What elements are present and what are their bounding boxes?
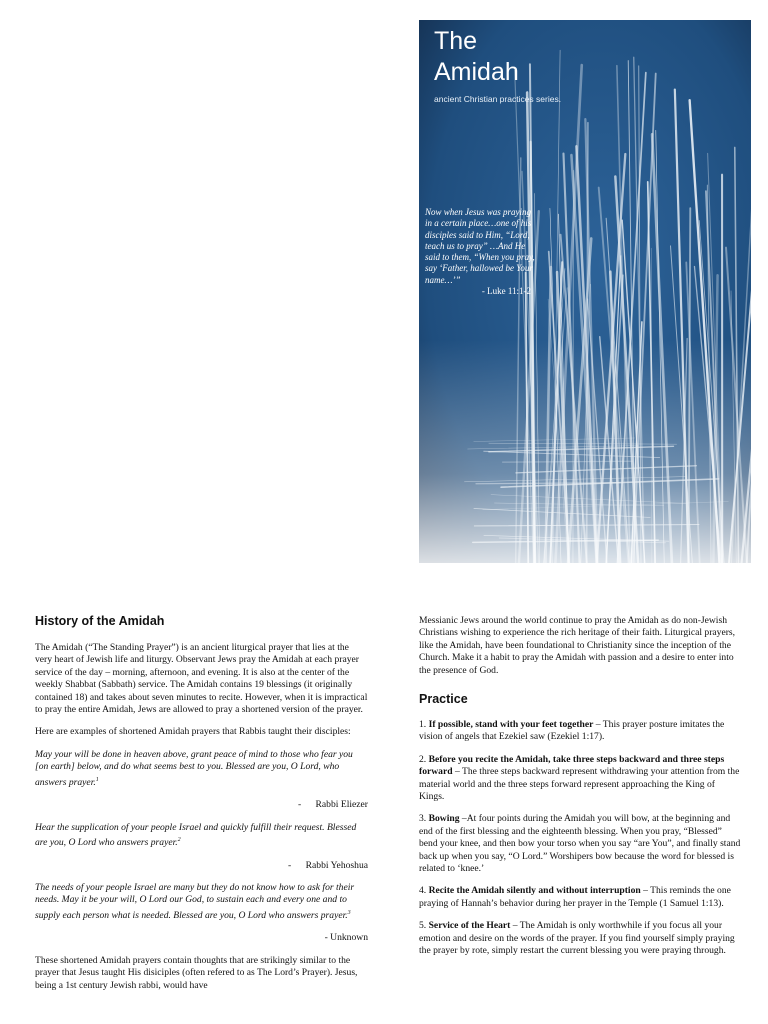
cover-quote-citation: - Luke 11:1-2 — [481, 286, 531, 297]
history-heading: History of the Amidah — [35, 614, 165, 628]
step-number: 1. — [419, 719, 429, 730]
cover-title — [434, 26, 519, 88]
practice-step — [419, 885, 741, 910]
step-text: – The Amidah is only worthwhile if you focus all your emotion and desire on the words of the prayer. If you find yourself simply praying the prayer by rote, simply restart the current blessing you were praying through. — [419, 920, 735, 957]
rabbi-quote — [35, 749, 368, 789]
practice-step — [419, 920, 741, 957]
practice-steps — [419, 719, 741, 968]
step-text: –At four points during the Amidah you will bow, at the beginning and end of the first blessing and the eighteenth blessing. When you pray, “Blessed” bend your knee, and then bow your torso when you say “are You”, and finally stand back up when you say, “O Lord.” Worshipers bow because the word for blessed is related to ‘knee.’ — [419, 813, 741, 875]
cover-image — [419, 20, 751, 563]
rabbi-quote-author: - Unknown — [324, 932, 368, 944]
step-number: 3. — [419, 813, 429, 825]
right-column — [419, 615, 739, 687]
step-text: – The three steps backward represent withdrawing your attention from the material world and the three steps forward represent approaching the King of Kings. — [419, 766, 740, 803]
rabbi-quote — [35, 822, 368, 850]
step-text: – This prayer posture imitates the vision of angels that Ezekiel saw (Ezekiel 1:17). — [419, 719, 725, 743]
cover-quote — [425, 207, 537, 297]
history-paragraph-2: Here are examples of shortened Amidah prayers that Rabbis taught their disciples: — [35, 726, 351, 738]
step-title: Service of the Heart — [428, 920, 511, 932]
history-paragraph-1: The Amidah (“The Standing Prayer”) is an ancient liturgical prayer that lies at the very heart of Jewish life and liturgy. Observant Jews pray the Amidah at each prayer service of the day – morning, afternoon, and evening. It is also at the center of the weekly Shabbat (Sabbath) service. The Amidah contains 19 blessings (it originally contained 18) and takes about seven minutes to recite. However, when it is impractical to pray the entire Amidah, Jews are allowed to pray a shortened version of the prayer. — [35, 642, 368, 716]
footnote-marker: 3 — [347, 909, 351, 916]
rabbi-quote-author: - Rabbi Eliezer — [297, 799, 368, 811]
rabbi-quote-author: - Rabbi Yehoshua — [288, 859, 368, 871]
practice-step — [419, 754, 741, 804]
cover-title-line2: Amidah — [434, 58, 519, 86]
practice-step — [419, 813, 741, 875]
step-title: If possible, stand with your feet together — [428, 719, 594, 730]
step-title: Bowing — [428, 813, 460, 825]
practice-step — [419, 719, 741, 744]
practice-heading: Practice — [419, 692, 468, 706]
messianic-paragraph: Messianic Jews around the world continue to pray the Amidah as do non-Jewish Christians wishing to experience the rich heritage of their faith. Liturgical prayers, like the Amidah, have been foundational to Christianity since the inception of the Church. Make it a habit to pray the Amidah with passion and a desire to enter into the presence of God. — [419, 615, 736, 676]
cover-title-line1: The — [434, 27, 478, 55]
step-number: 2. — [419, 753, 429, 765]
footnote-marker: 1 — [95, 776, 99, 783]
cover-series-label: ancient Christian practices series. — [434, 94, 562, 104]
history-paragraph-3: These shortened Amidah prayers contain thoughts that are strikingly similar to the prayer that Jesus taught His disiciples (often refered to as The Lord’s Prayer). Jesus, being a 1st century Jewish rabbi, would have — [35, 954, 358, 991]
step-title: Before you recite the Amidah, take three steps backward and three steps forward — [419, 753, 725, 778]
step-text: – This reminds the one praying of Hannah’s behavior during her prayer in the Temple (1 Samuel 1:13). — [419, 885, 731, 909]
rabbi-quote — [35, 882, 368, 922]
rabbi-quote-text: May your will be done in heaven above, grant peace of mind to those who fear you [on earth] below, and do what seems best to you. Blessed are you, O Lord, who answers prayer. — [35, 748, 353, 788]
footnote-marker: 2 — [177, 837, 181, 844]
cover-quote-text: Now when Jesus was praying in a certain place…one of his disciples said to Him, “Lord, teach us to pray” …And He said to them, “When you pray, say ‘Father, hallowed be Your name…’” — [425, 207, 535, 285]
step-number: 5. — [419, 920, 429, 932]
history-column — [35, 642, 368, 1002]
rabbi-quote-text: The needs of your people Israel are many but they do not know how to ask for their needs. May it be your will, O Lord our God, to sustain each and every one and to supply each person what is needed. Blessed are you, O Lord who answers prayer. — [35, 882, 355, 922]
rabbi-quote-text: Hear the supplication of your people Israel and quickly fulfill their request. Blessed are you, O Lord who answers prayer. — [35, 821, 357, 849]
step-number: 4. — [419, 885, 429, 897]
rabbi-quotes — [35, 749, 368, 945]
step-title: Recite the Amidah silently and without interruption — [428, 885, 641, 897]
